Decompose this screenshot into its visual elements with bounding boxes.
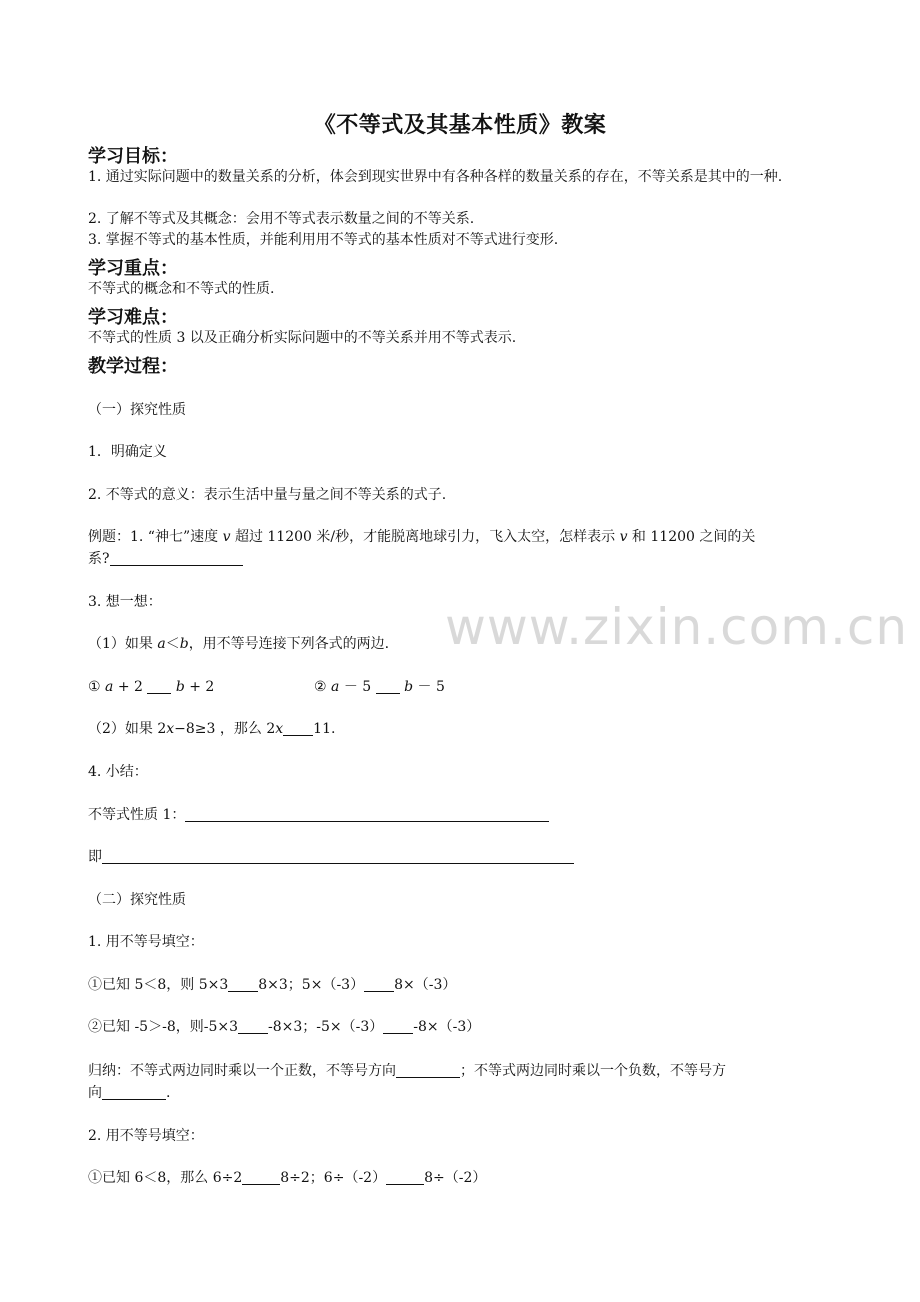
question-1-item-2: ② a － 5 b － 5	[314, 679, 445, 695]
process-heading: 教学过程：	[88, 356, 178, 377]
fill-task-2: 2. 用不等号填空：	[88, 1128, 204, 1144]
property-1-restated: 即	[88, 847, 574, 867]
fill-3: ①已知 6＜8，那么 6÷2 8÷2；6÷（-2） 8÷（-2）	[88, 1170, 487, 1186]
objective-3: 3. 掌握不等式的基本性质，并能利用用不等式的基本性质对不等式进行变形.	[88, 232, 559, 248]
document-title: 《不等式及其基本性质》教案	[313, 113, 607, 138]
difficulties-text: 不等式的性质 3 以及正确分析实际问题中的不等关系并用不等式表示.	[88, 330, 517, 346]
property-1-line: 不等式性质 1：	[88, 805, 549, 825]
question-1-item-1: ① a + 2 b + 2	[88, 679, 215, 695]
key-points-text: 不等式的概念和不等式的性质.	[88, 281, 275, 297]
answer-blank[interactable]	[147, 679, 171, 694]
objective-1: 1. 通过实际问题中的数量关系的分析，体会到现实世界中有各种各样的数量关系的存在，不等关系是其中的一种.	[88, 169, 783, 185]
answer-blank[interactable]	[110, 551, 243, 566]
step-1-definition: 1．明确定义	[88, 444, 167, 460]
example-line-1: 例题：1. “神七”速度 v 超过 11200 米/秒，才能脱离地球引力，飞入太空，怎样表示 v 和 11200 之间的关	[88, 529, 756, 545]
question-1: （1）如果 a＜b，用不等号连接下列各式的两边.	[88, 636, 390, 652]
answer-blank[interactable]	[364, 977, 394, 992]
answer-blank[interactable]	[238, 1019, 268, 1034]
objectives-heading: 学习目标：	[88, 146, 178, 167]
fill-task-1: 1. 用不等号填空：	[88, 934, 204, 950]
answer-blank[interactable]	[102, 1085, 166, 1100]
answer-blank[interactable]	[242, 1170, 280, 1185]
answer-blank[interactable]	[386, 1170, 424, 1185]
key-points-heading: 学习重点：	[88, 258, 178, 279]
objective-2: 2. 了解不等式及其概念：会用不等式表示数量之间的不等关系.	[88, 211, 475, 227]
question-2: （2）如果 2x−8≥3 ，那么 2x 11.	[88, 721, 336, 737]
answer-blank[interactable]	[283, 721, 313, 736]
answer-blank[interactable]	[376, 679, 400, 694]
fill-1: ①已知 5＜8，则 5×3 8×3；5×（-3） 8×（-3）	[88, 977, 457, 993]
answer-blank[interactable]	[396, 1063, 460, 1078]
part-2-label: （二）探究性质	[88, 892, 186, 908]
step-2-meaning: 2. 不等式的意义：表示生活中量与量之间不等关系的式子.	[88, 487, 447, 503]
induction-line-2: 向 .	[88, 1085, 171, 1101]
difficulties-heading: 学习难点：	[88, 307, 178, 328]
answer-blank[interactable]	[102, 849, 574, 864]
fill-2: ②已知 -5＞-8，则-5×3 -8×3；-5×（-3） -8×（-3）	[88, 1019, 481, 1035]
induction-line-1: 归纳：不等式两边同时乘以一个正数，不等号方向 ；不等式两边同时乘以一个负数，不等号方	[88, 1063, 726, 1079]
watermark: www.zixin.com.cn	[445, 598, 909, 656]
example-line-2: 系?	[88, 549, 243, 569]
summary-heading: 4. 小结：	[88, 764, 148, 780]
answer-blank[interactable]	[185, 807, 549, 822]
answer-blank[interactable]	[383, 1019, 413, 1034]
answer-blank[interactable]	[228, 977, 258, 992]
think-heading: 3. 想一想：	[88, 594, 162, 610]
part-1-label: （一）探究性质	[88, 402, 186, 418]
